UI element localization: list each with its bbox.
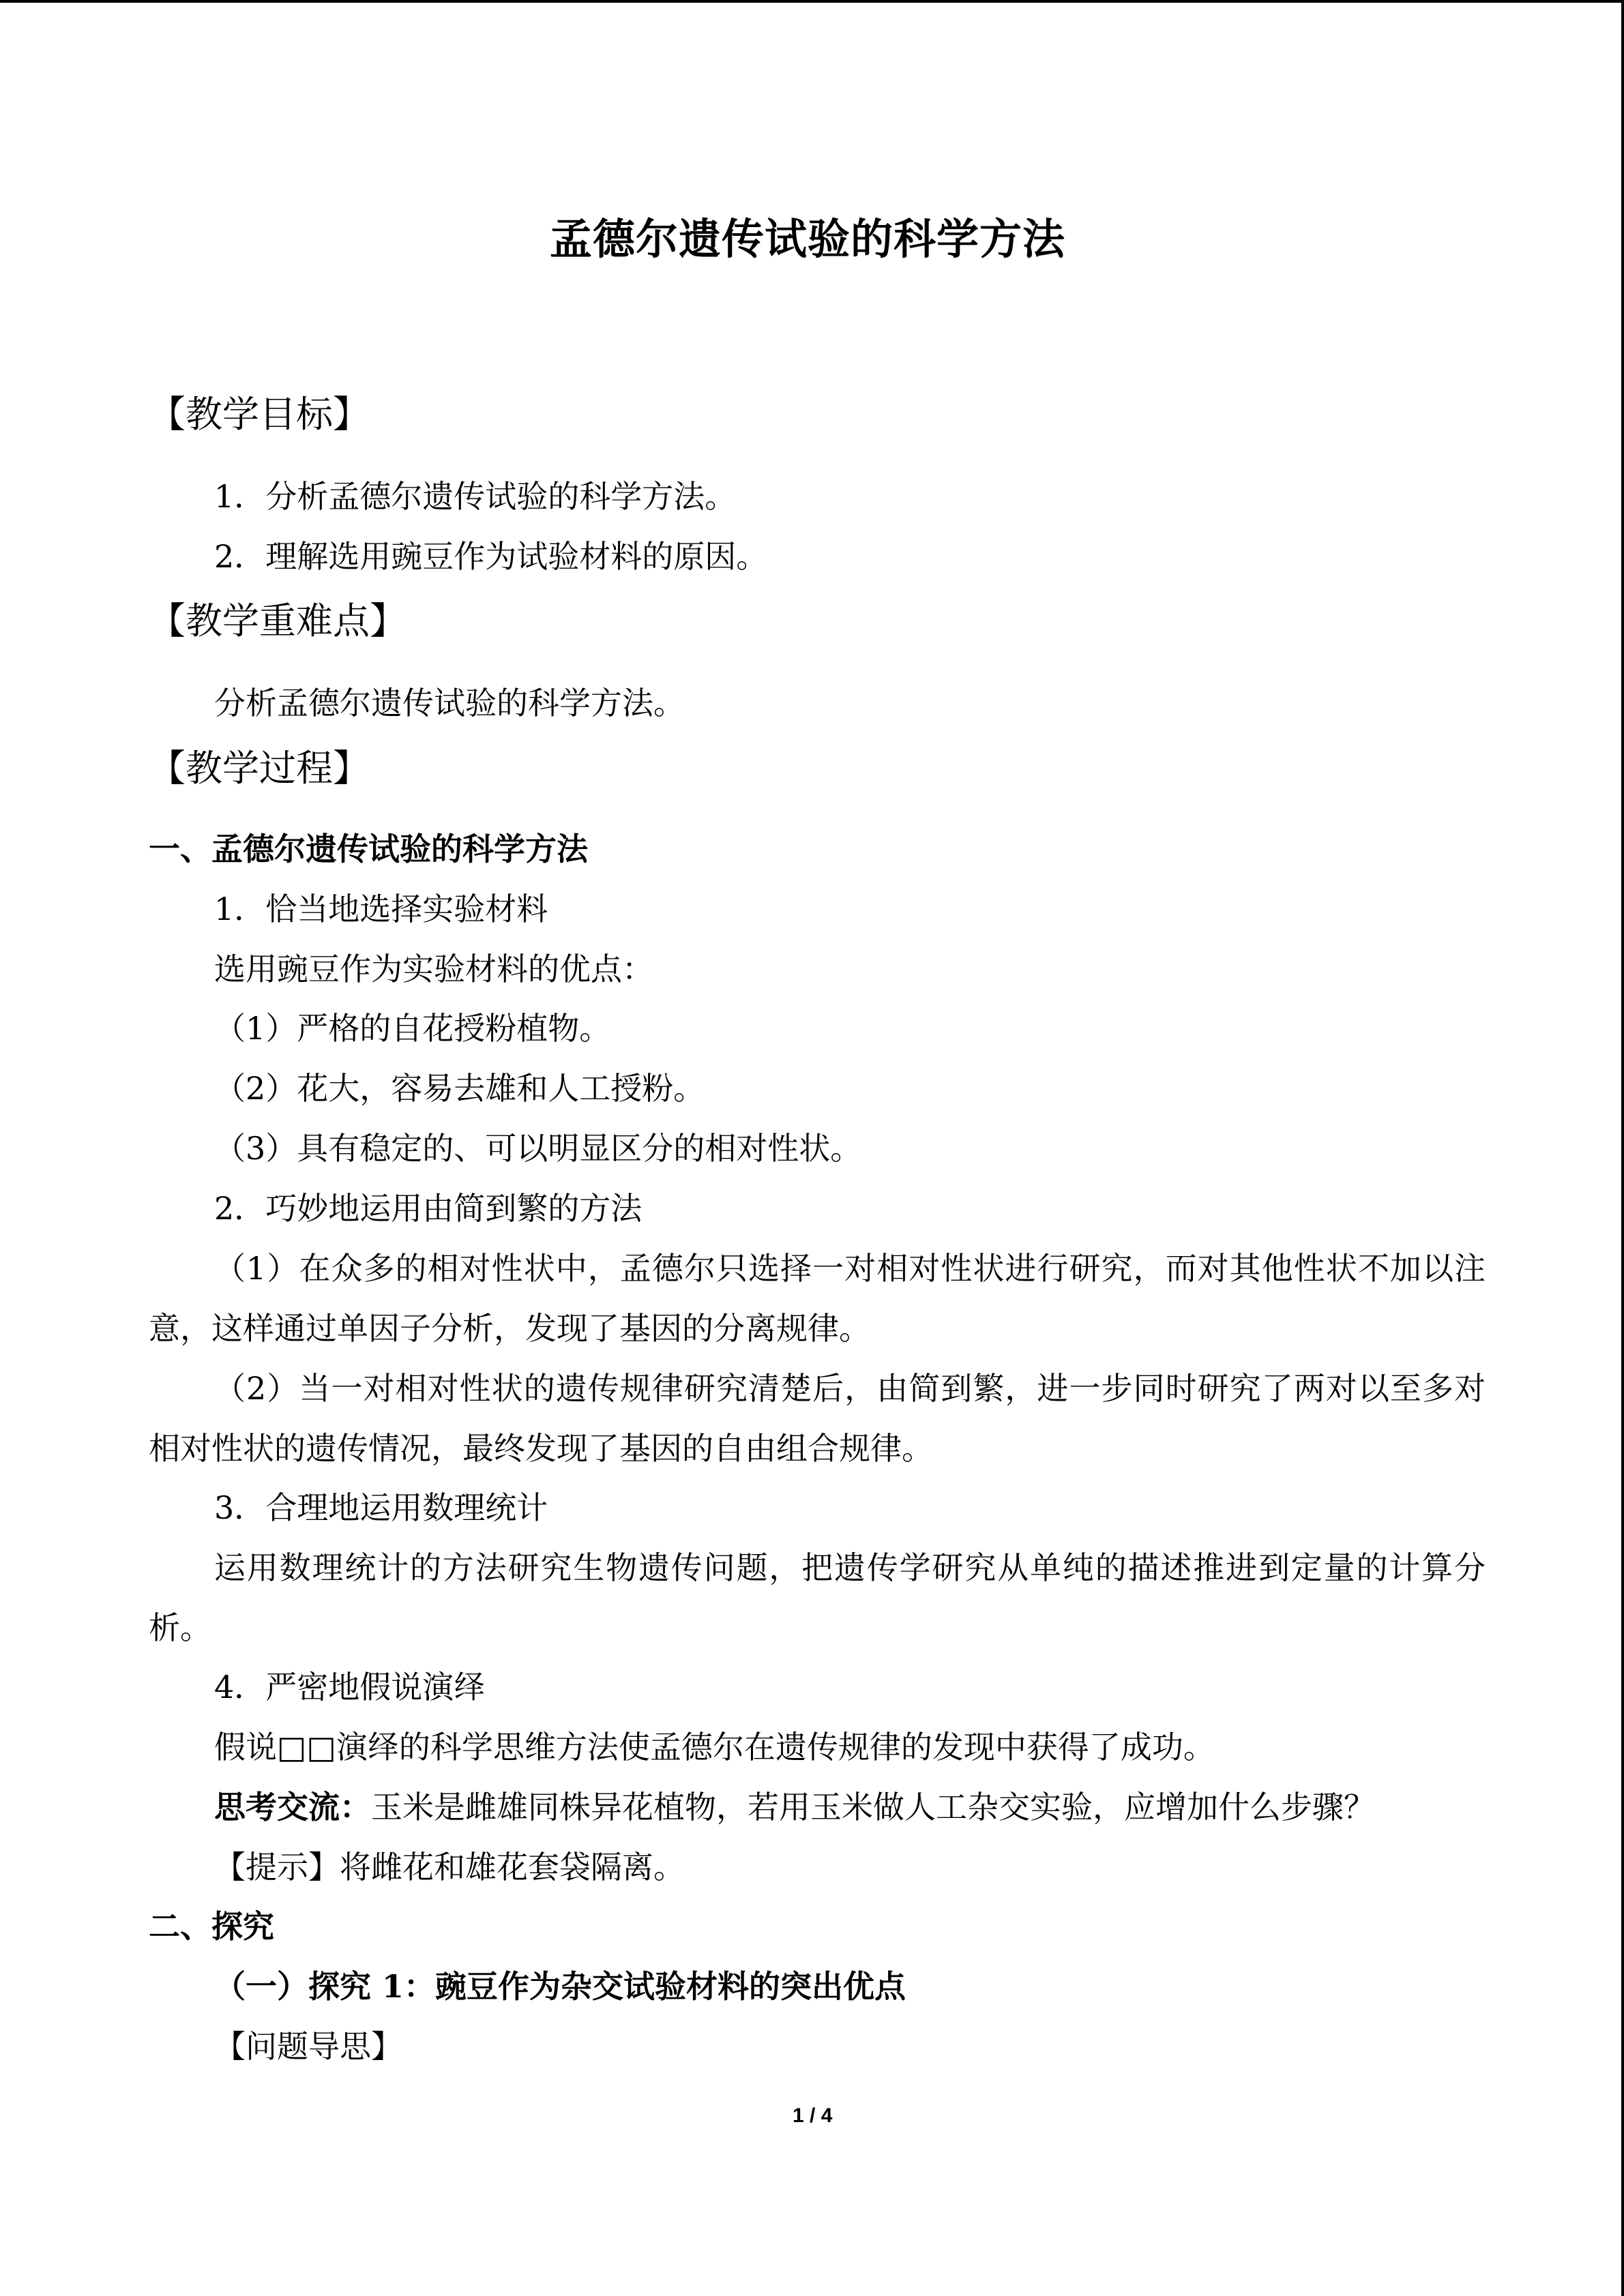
key-points-text: 分析孟德尔遗传试验的科学方法。 (214, 685, 685, 721)
paragraph: （2）当一对相对性状的遗传规律研究清楚后，由简到繁，进一步同时研究了两对以至多对相对性状的遗传情况，最终发现了基因的自由组合规律。 (149, 1370, 1486, 1467)
section-title: 1．恰当地选择实验材料 (214, 891, 548, 927)
section-title: 3．合理地运用数理统计 (214, 1489, 548, 1526)
list-item: （3）具有稳定的、可以明显区分的相对性状。 (214, 1130, 862, 1167)
page-number: 1 / 4 (793, 2104, 833, 2127)
process-heading: 【教学过程】 (149, 747, 370, 790)
right-border (1621, 0, 1624, 2296)
hint-text: 【提示】将雌花和雄花套袋隔离。 (214, 1849, 685, 1885)
section-intro: 选用豌豆作为实验材料的优点： (214, 951, 653, 987)
part1-heading: 一、孟德尔遗传试验的科学方法 (149, 831, 588, 867)
list-item: （2）花大，容易去雄和人工授粉。 (214, 1070, 705, 1107)
paragraph: （1）在众多的相对性状中，孟德尔只选择一对相对性状进行研究，而对其他性状不加以注意，这样通过单因子分析，发现了基因的分离规律。 (149, 1250, 1486, 1347)
section-title: 4．严密地假说演绎 (214, 1669, 486, 1705)
inquiry-heading: （一）探究 1：豌豆作为杂交试验材料的突出优点 (214, 1968, 906, 2005)
section-title: 2．巧妙地运用由简到繁的方法 (214, 1190, 643, 1227)
guide-heading: 【问题导思】 (214, 2028, 402, 2065)
objective-item: 2．理解选用豌豆作为试验材料的原因。 (214, 538, 768, 575)
list-item: （1）严格的自花授粉植物。 (214, 1010, 611, 1047)
top-border (0, 0, 1624, 3)
paragraph: 假说□□演绎的科学思维方法使孟德尔在遗传规律的发现中获得了成功。 (214, 1729, 1215, 1765)
think-label: 思考交流： (214, 1789, 371, 1825)
document-title: 孟德尔遗传试验的科学方法 (550, 214, 1066, 264)
objective-item: 1．分析孟德尔遗传试验的科学方法。 (214, 478, 737, 515)
part2-heading: 二、探究 (149, 1908, 274, 1945)
think-exchange (214, 1791, 1375, 1823)
think-text: 玉米是雌雄同株异花植物，若用玉米做人工杂交实验，应增加什么步骤？ (371, 1789, 1375, 1825)
paragraph: 运用数理统计的方法研究生物遗传问题，把遗传学研究从单纯的描述推进到定量的计算分析。 (149, 1549, 1486, 1646)
key-points-heading: 【教学重难点】 (149, 599, 407, 642)
objectives-heading: 【教学目标】 (149, 393, 370, 436)
